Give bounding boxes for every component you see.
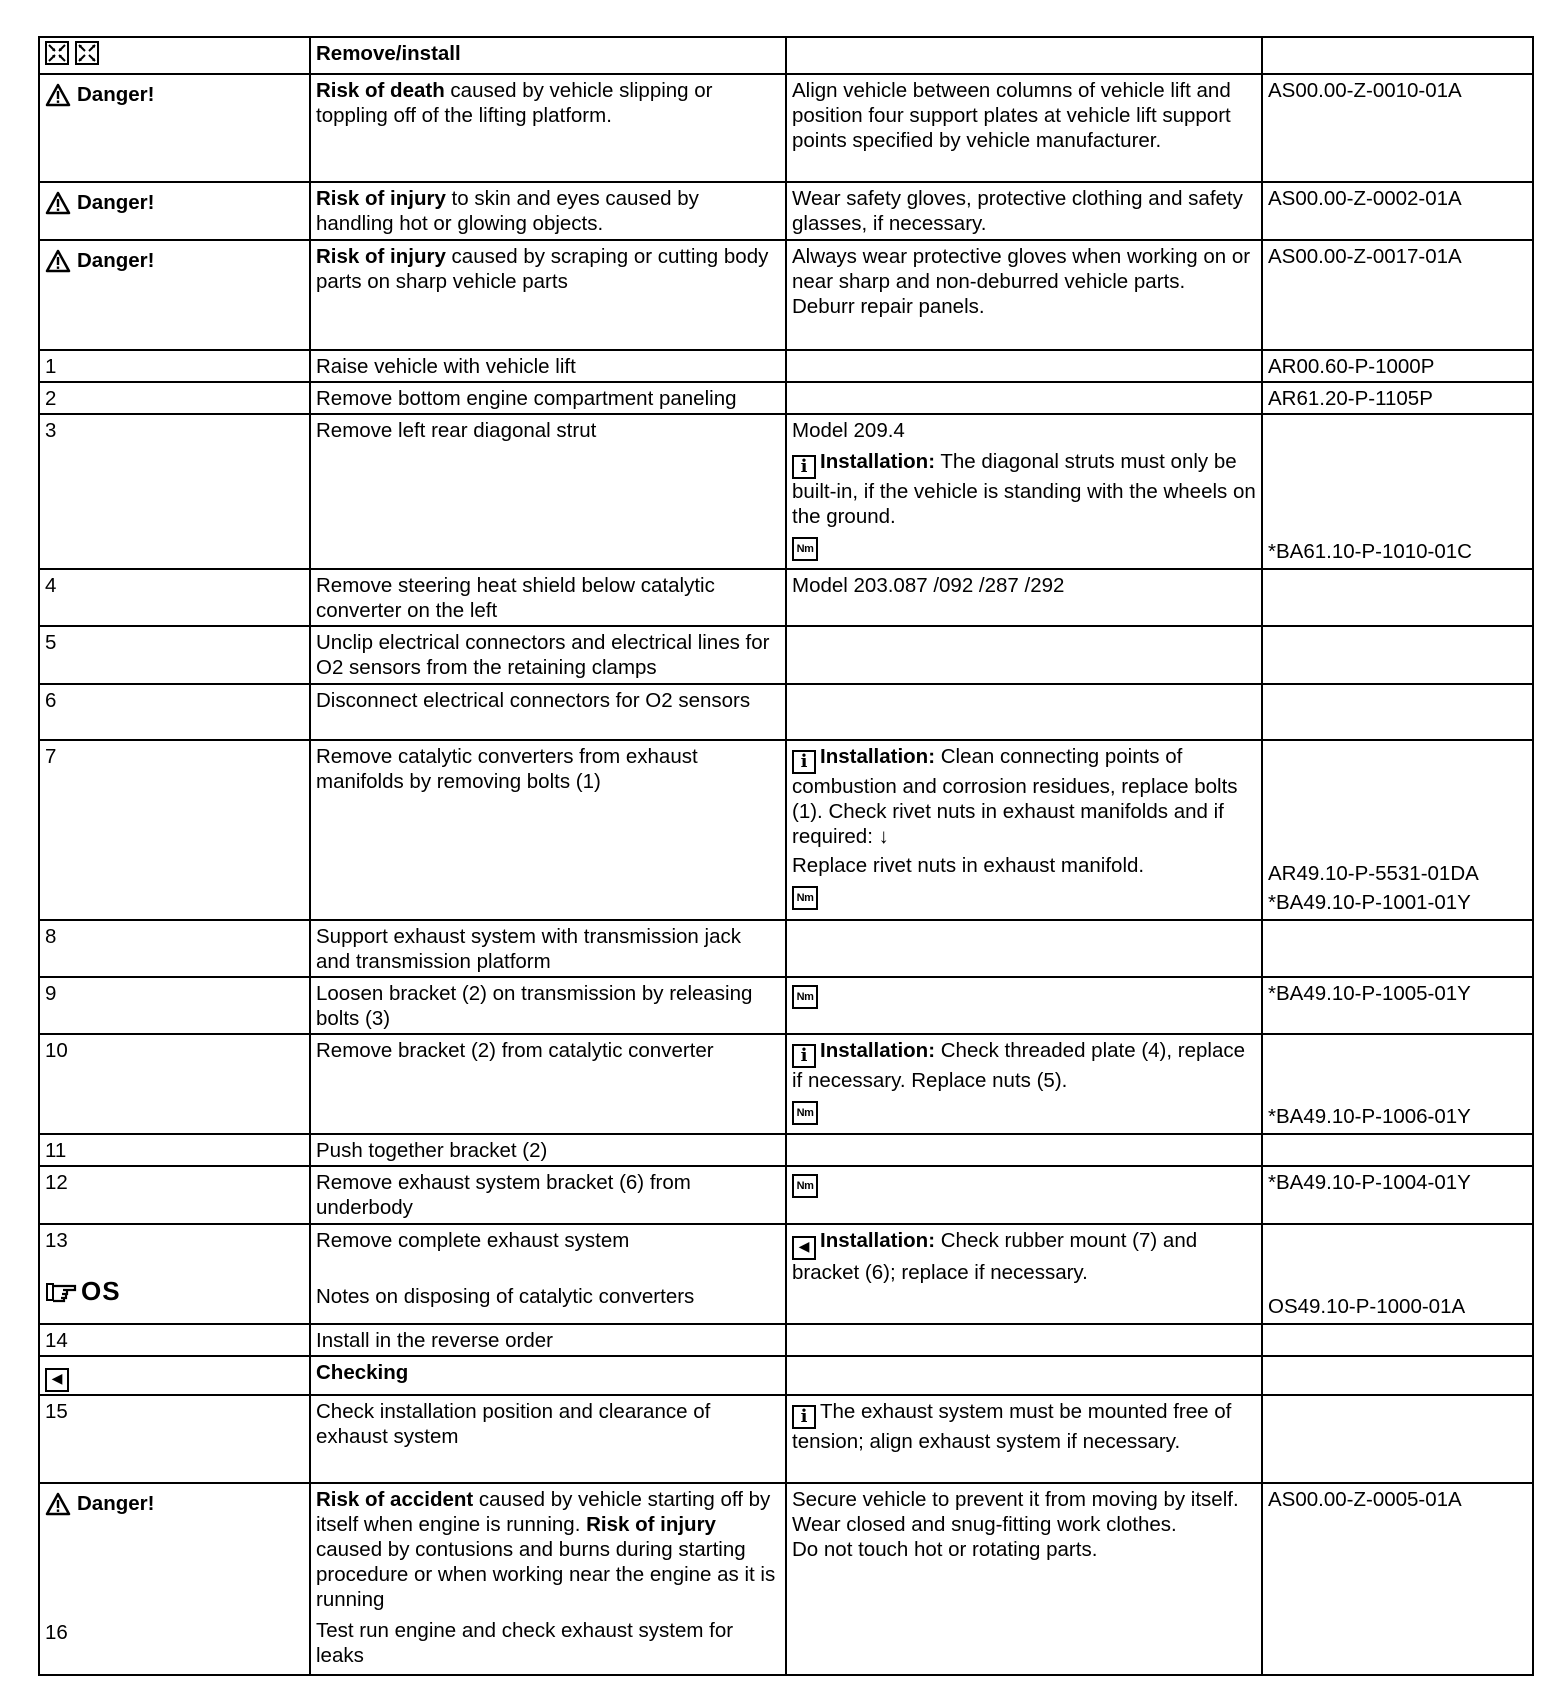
torque-icon: Nm (792, 537, 818, 561)
procedure-table (38, 36, 1534, 1676)
warning-triangle-icon (45, 1492, 71, 1516)
warning-triangle-icon (45, 249, 71, 273)
danger-badge: Danger! (45, 190, 154, 215)
table-row: Danger! Risk of injury to skin and eyes caused by handling hot or glowing objects. Wear safety gloves, protective clothing and safety glasses, if necessary. AS00.00-Z-0002-01A (39, 182, 1533, 240)
table-row (39, 1356, 1533, 1395)
table-row (39, 37, 1533, 74)
check-triangle-icon: ◀ (792, 1236, 816, 1260)
warning-triangle-icon (45, 83, 71, 107)
table-row: 4 Remove steering heat shield below catalytic converter on the left Model 203.087 /092 /287 /292 (39, 569, 1533, 626)
info-icon: i (792, 1405, 816, 1429)
os-reference: OS (45, 1279, 121, 1304)
table-row: 5 Unclip electrical connectors and electrical lines for O2 sensors from the retaining clamps (39, 626, 1533, 684)
table-row: 13 OS Remove complete exhaust system Notes on disposing of catalytic converters ◀ Installation: Check rubber mount (7) and bracket (6); replace if necessary. OS49.10-P-1000-01A (39, 1224, 1533, 1324)
table-row: 11 Push together bracket (2) (39, 1134, 1533, 1166)
table-row: 3 Remove left rear diagonal strut Model 209.4 i Installation: The diagonal struts must only be built-in, if the vehicle is standing with the wheels on the ground. Nm *BA61.10-P-1010-01C (39, 414, 1533, 569)
info-icon: i (792, 750, 816, 774)
table-row: Danger! Risk of injury caused by scraping or cutting body parts on sharp vehicle parts Always wear protective gloves when working on or near sharp and non-deburred vehicle parts. Deburr repair panels. AS00.00-Z-0017-01A (39, 240, 1533, 350)
torque-icon: Nm (792, 886, 818, 910)
table-row: Danger! Risk of death caused by vehicle slipping or toppling off of the lifting platform. Align vehicle between columns of vehicle lift and position four support plates at vehicle lift support points specified by vehicle manufacturer. AS00.00-Z-0010-01A (39, 74, 1533, 182)
header-icons (39, 37, 310, 74)
table-row: 9 Loosen bracket (2) on transmission by releasing bolts (3) Nm *BA49.10-P-1005-01Y (39, 977, 1533, 1034)
section-title: Remove/install (310, 37, 786, 74)
warning-triangle-icon (45, 191, 71, 215)
table-row: 6 Disconnect electrical connectors for O2 sensors (39, 684, 1533, 740)
table-row: 1 Raise vehicle with vehicle lift AR00.60-P-1000P (39, 350, 1533, 382)
table-row: 7 Remove catalytic converters from exhaust manifolds by removing bolts (1) i Installation: Clean connecting points of combustion and corrosion residues, replace bolts (1). Check rivet nuts in exhaust manifolds and if required: ↓ Replace rivet nuts in exhaust manifold. Nm AR49.10-P-5531-01DA *BA49.10-P-1001-01Y (39, 740, 1533, 920)
danger-badge: Danger! (45, 248, 154, 273)
table-row: 10 Remove bracket (2) from catalytic converter i Installation: Check threaded plate (4), replace if necessary. Replace nuts (5). Nm *BA49.10-P-1006-01Y (39, 1034, 1533, 1134)
table-row: 15 Check installation position and clearance of exhaust system i The exhaust system must be mounted free of tension; align exhaust system if necessary. (39, 1395, 1533, 1483)
danger-badge: Danger! (45, 1491, 154, 1516)
table-row: 8 Support exhaust system with transmission jack and transmission platform (39, 920, 1533, 977)
info-icon: i (792, 455, 816, 479)
table-row: Danger! 16 Risk of accident caused by vehicle starting off by itself when engine is running. Risk of injury caused by contusions and burns during starting procedure or when working near the engine as it is running Test run engine and check exhaust system for leaks Secure vehicle to prevent it from moving by itself. Wear closed and snug-fitting work clothes. Do not touch hot or rotating parts. AS00.00-Z-0005-01A (39, 1483, 1533, 1675)
table-row: 14 Install in the reverse order (39, 1324, 1533, 1356)
pointing-hand-icon (45, 1280, 79, 1304)
info-icon: i (792, 1044, 816, 1068)
torque-icon: Nm (792, 985, 818, 1009)
table-row: 2 Remove bottom engine compartment paneling AR61.20-P-1105P (39, 382, 1533, 414)
check-triangle-icon: ◀ (45, 1368, 69, 1392)
danger-badge: Danger! (45, 82, 154, 107)
remove-install-icon (45, 41, 101, 65)
torque-icon: Nm (792, 1101, 818, 1125)
section-title: Checking (310, 1356, 786, 1395)
table-row: 12 Remove exhaust system bracket (6) from underbody Nm *BA49.10-P-1004-01Y (39, 1166, 1533, 1224)
torque-icon: Nm (792, 1174, 818, 1198)
